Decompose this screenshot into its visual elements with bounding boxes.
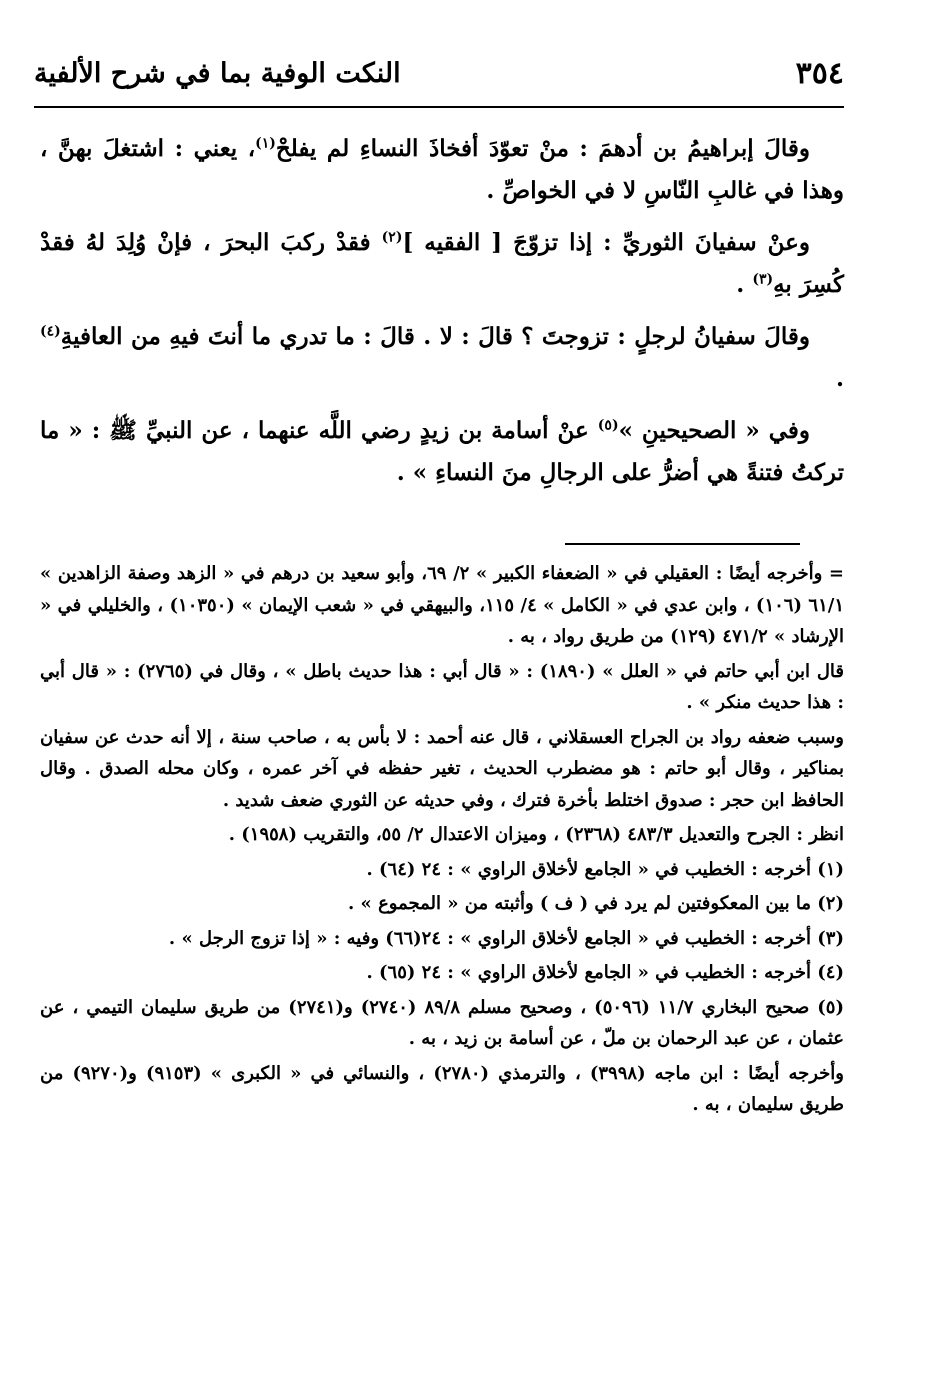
paragraph-text: وقالَ إبراهيمُ بن أدهمَ : منْ تعوّدَ أفخاذَ النساءِ لم يفلحْ bbox=[275, 135, 810, 162]
footnote-ref-4[interactable]: (٤) bbox=[40, 323, 61, 340]
header-divider bbox=[34, 106, 844, 108]
footnote-ref-1[interactable]: (١) bbox=[255, 135, 276, 152]
paragraph-ibrahim bbox=[40, 128, 844, 212]
paragraph-text: عنْ أسامة بن زيدٍ رضي اللَّه عنهما ، عن النبيِّ ﷺ : « ما تركتُ فتنةً هي أضرُّ على الرجالِ منَ النساءِ » . bbox=[40, 417, 844, 486]
paragraph-text: وقالَ سفيانُ لرجلٍ : تزوجتَ ؟ قالَ : لا . قالَ : ما تدري ما أنتَ فيهِ من العافيةِ bbox=[60, 323, 810, 350]
footnote-1: (١) أخرجه : الخطيب في « الجامع لأخلاق الراوي » : ٢٤ (٦٤) . bbox=[366, 858, 844, 880]
paragraph-text: فقدْ ركبَ البحرَ ، فإنْ وُلِدَ لهُ فقدْ كُسِرَ بهِ bbox=[40, 229, 844, 298]
paragraph-sufyan-thawri bbox=[40, 222, 844, 306]
paragraph-text: . bbox=[736, 271, 753, 298]
footnote-continuation: = وأخرجه أيضًا : العقيلي في « الضعفاء الكبير » ٢/ ٦٩، وأبو سعيد بن درهم في « الزهد وصفة الزاهدين » ٦١/١ (١٠٦) ، وابن عدي في « الكامل » ٤/ ١١٥، والبيهقي في « شعب الإيمان » (١٠٣٥٠) ، والخليلي في « الإرشاد » ٤٧١/٢ (١٢٩) من طريق رواد ، به . bbox=[40, 563, 845, 647]
footnote-continuation: وسبب ضعفه رواد بن الجراح العسقلاني ، قال عنه أحمد : لا بأس به ، صاحب سنة ، إلا أنه حدث عن سفيان بمناكير ، وقال أبو حاتم : هو مضطرب الحديث ، تغير حفظه في آخر عمره ، وكان محله الصدق . وقال الحافظ ابن حجر : صدوق اختلط بأخرة فترك ، وفي حديثه عن الثوري ضعف شديد . bbox=[40, 726, 844, 811]
footnote-continuation: قال ابن أبي حاتم في « العلل » (١٨٩٠) : « قال أبي : هذا حديث باطل » ، وقال في (٢٧٦٥) : « قال أبي : هذا حديث منكر » . bbox=[40, 660, 844, 713]
footnote-ref-3[interactable]: (٣) bbox=[752, 271, 774, 288]
footnotes bbox=[40, 558, 844, 1124]
footnote-continuation: انظر : الجرح والتعديل ٤٨٣/٣ (٢٣٦٨) ، وميزان الاعتدال ٢/ ٥٥، والتقريب (١٩٥٨) . bbox=[228, 824, 844, 845]
running-title: النكت الوفية بما في شرح الألفية bbox=[34, 58, 401, 89]
paragraph-text: وفي « الصحيحينِ » bbox=[618, 417, 810, 444]
paragraph-text: وعنْ سفيانَ الثوريِّ : إذا تزوّجَ [ الفقيه ] bbox=[402, 229, 810, 256]
footnote-5: (٥) صحيح البخاري ١١/٧ (٥٠٩٦) ، وصحيح مسلم ٨٩/٨ (٢٧٤٠) و(٢٧٤١) من طريق سليمان التيمي ، عن عثمان ، عن عبد الرحمان بن ملّ ، عن أسامة بن زيد ، به . bbox=[40, 996, 844, 1049]
footnote-3: (٣) أخرجه : الخطيب في « الجامع لأخلاق الراوي » : ٢٤(٦٦) وفيه : « إذا تزوج الرجل » . bbox=[168, 927, 844, 949]
footnote-2: (٢) ما بين المعكوفتين لم يرد في ( ف ) وأثبته من « المجموع » . bbox=[348, 893, 844, 914]
paragraph-text: . bbox=[835, 365, 844, 392]
footnote-ref-2[interactable]: (٢) bbox=[381, 229, 403, 246]
footnote-divider bbox=[565, 543, 800, 545]
page-header bbox=[34, 56, 844, 100]
main-text bbox=[40, 128, 844, 504]
paragraph-text: ، يعني : اشتغلَ بهنَّ ، وهذا في غالبِ النّاسِ لا في الخواصِّ . bbox=[40, 135, 844, 204]
footnote-4: (٤) أخرجه : الخطيب في « الجامع لأخلاق الراوي » : ٢٤ (٦٥) . bbox=[366, 962, 844, 983]
page-number: ٣٥٤ bbox=[795, 56, 844, 91]
footnote-ref-5[interactable]: (٥) bbox=[597, 417, 619, 434]
paragraph-sahihayn bbox=[40, 410, 844, 494]
footnote-5-continued: وأخرجه أيضًا : ابن ماجه (٣٩٩٨) ، والترمذي (٢٧٨٠) ، والنسائي في « الكبرى » (٩١٥٣) و(٩٢٧٠) من طريق سليمان ، به . bbox=[40, 1062, 844, 1115]
paragraph-sufyan-man bbox=[40, 316, 844, 400]
